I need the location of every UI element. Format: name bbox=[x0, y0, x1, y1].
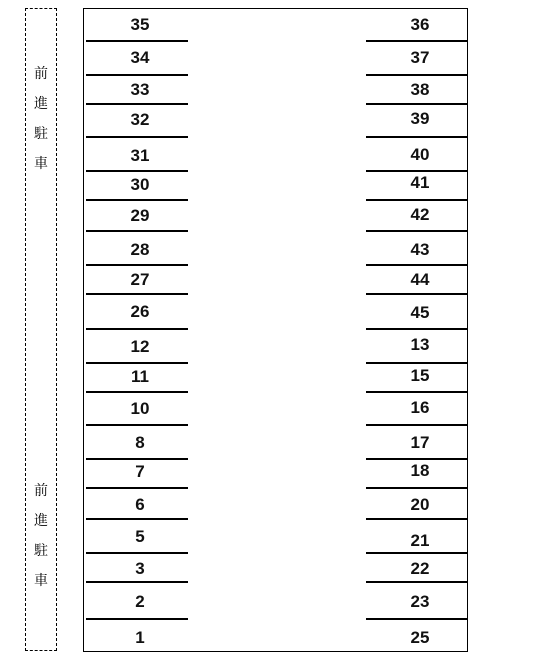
forward-parking-strip bbox=[25, 8, 57, 651]
parking-space-number: 31 bbox=[130, 146, 150, 165]
space-divider-line bbox=[366, 264, 468, 266]
parking-space-number: 39 bbox=[410, 109, 430, 128]
parking-space-number: 32 bbox=[130, 110, 150, 129]
forward-parking-label-top bbox=[26, 59, 56, 179]
space-divider-line bbox=[86, 40, 188, 42]
parking-space-number: 11 bbox=[131, 367, 149, 386]
parking-space-number: 6 bbox=[135, 495, 145, 514]
space-divider-line bbox=[366, 103, 468, 105]
parking-space-number: 35 bbox=[130, 15, 150, 34]
parking-space-number: 25 bbox=[410, 628, 430, 647]
parking-space-number: 20 bbox=[410, 495, 430, 514]
label-char: 進 bbox=[34, 513, 48, 529]
parking-space-number: 17 bbox=[410, 433, 430, 452]
space-divider-line bbox=[86, 362, 188, 364]
parking-space-number: 34 bbox=[130, 48, 150, 67]
parking-space-number: 1 bbox=[135, 628, 145, 647]
space-divider-line bbox=[86, 487, 188, 489]
space-divider-line bbox=[86, 74, 188, 76]
space-divider-line bbox=[86, 391, 188, 393]
parking-space-number: 28 bbox=[130, 240, 150, 259]
space-divider-line bbox=[366, 458, 468, 460]
parking-space-number: 21 bbox=[410, 531, 430, 550]
parking-space-number: 42 bbox=[410, 205, 430, 224]
parking-space-number: 15 bbox=[410, 366, 430, 385]
parking-space-number: 40 bbox=[410, 145, 430, 164]
parking-space-number: 2 bbox=[135, 592, 145, 611]
label-char: 車 bbox=[34, 573, 48, 589]
space-divider-line bbox=[86, 328, 188, 330]
space-divider-line bbox=[86, 199, 188, 201]
parking-space-number: 33 bbox=[130, 80, 150, 99]
space-divider-line bbox=[366, 362, 468, 364]
parking-space-number: 12 bbox=[130, 337, 150, 356]
space-divider-line bbox=[86, 458, 188, 460]
space-divider-line bbox=[366, 293, 468, 295]
parking-space-number: 18 bbox=[410, 461, 430, 480]
space-divider-line bbox=[86, 518, 188, 520]
space-divider-line bbox=[366, 424, 468, 426]
parking-space-number: 8 bbox=[135, 433, 145, 452]
space-divider-line bbox=[86, 618, 188, 620]
space-divider-line bbox=[86, 170, 188, 172]
parking-space-number: 45 bbox=[410, 303, 430, 322]
space-divider-line bbox=[366, 136, 468, 138]
parking-space-number: 36 bbox=[410, 15, 430, 34]
space-divider-line bbox=[366, 328, 468, 330]
space-divider-line bbox=[86, 552, 188, 554]
parking-space-number: 29 bbox=[130, 206, 150, 225]
label-char: 前 bbox=[34, 66, 48, 82]
space-divider-line bbox=[366, 74, 468, 76]
space-divider-line bbox=[86, 103, 188, 105]
parking-space-number: 41 bbox=[410, 173, 430, 192]
space-divider-line bbox=[366, 618, 468, 620]
space-divider-line bbox=[366, 581, 468, 583]
parking-space-number: 13 bbox=[410, 335, 430, 354]
space-divider-line bbox=[366, 199, 468, 201]
parking-space-number: 23 bbox=[410, 592, 430, 611]
forward-parking-label-bottom bbox=[26, 476, 56, 596]
parking-space-number: 3 bbox=[135, 559, 145, 578]
label-char: 進 bbox=[34, 96, 48, 112]
space-divider-line bbox=[366, 487, 468, 489]
parking-space-number: 44 bbox=[410, 270, 430, 289]
space-divider-line bbox=[86, 136, 188, 138]
space-divider-line bbox=[366, 518, 468, 520]
parking-space-number: 27 bbox=[130, 270, 150, 289]
label-char: 前 bbox=[34, 483, 48, 499]
space-divider-line bbox=[86, 581, 188, 583]
space-divider-line bbox=[366, 40, 468, 42]
space-divider-line bbox=[86, 230, 188, 232]
parking-space-number: 37 bbox=[410, 48, 430, 67]
parking-space-number: 10 bbox=[130, 399, 150, 418]
space-divider-line bbox=[86, 424, 188, 426]
label-char: 駐 bbox=[34, 543, 48, 559]
parking-space-number: 22 bbox=[410, 559, 430, 578]
space-divider-line bbox=[366, 230, 468, 232]
space-divider-line bbox=[366, 552, 468, 554]
parking-space-number: 30 bbox=[130, 175, 150, 194]
space-divider-line bbox=[86, 264, 188, 266]
parking-space-number: 38 bbox=[410, 80, 430, 99]
parking-space-number: 26 bbox=[130, 302, 150, 321]
parking-space-number: 7 bbox=[135, 462, 145, 481]
parking-space-number: 5 bbox=[135, 527, 145, 546]
parking-space-number: 16 bbox=[410, 398, 430, 417]
parking-lot bbox=[83, 8, 468, 652]
label-char: 駐 bbox=[34, 126, 48, 142]
space-divider-line bbox=[366, 170, 468, 172]
label-char: 車 bbox=[34, 156, 48, 172]
space-divider-line bbox=[86, 293, 188, 295]
parking-space-number: 43 bbox=[410, 240, 430, 259]
space-divider-line bbox=[366, 391, 468, 393]
